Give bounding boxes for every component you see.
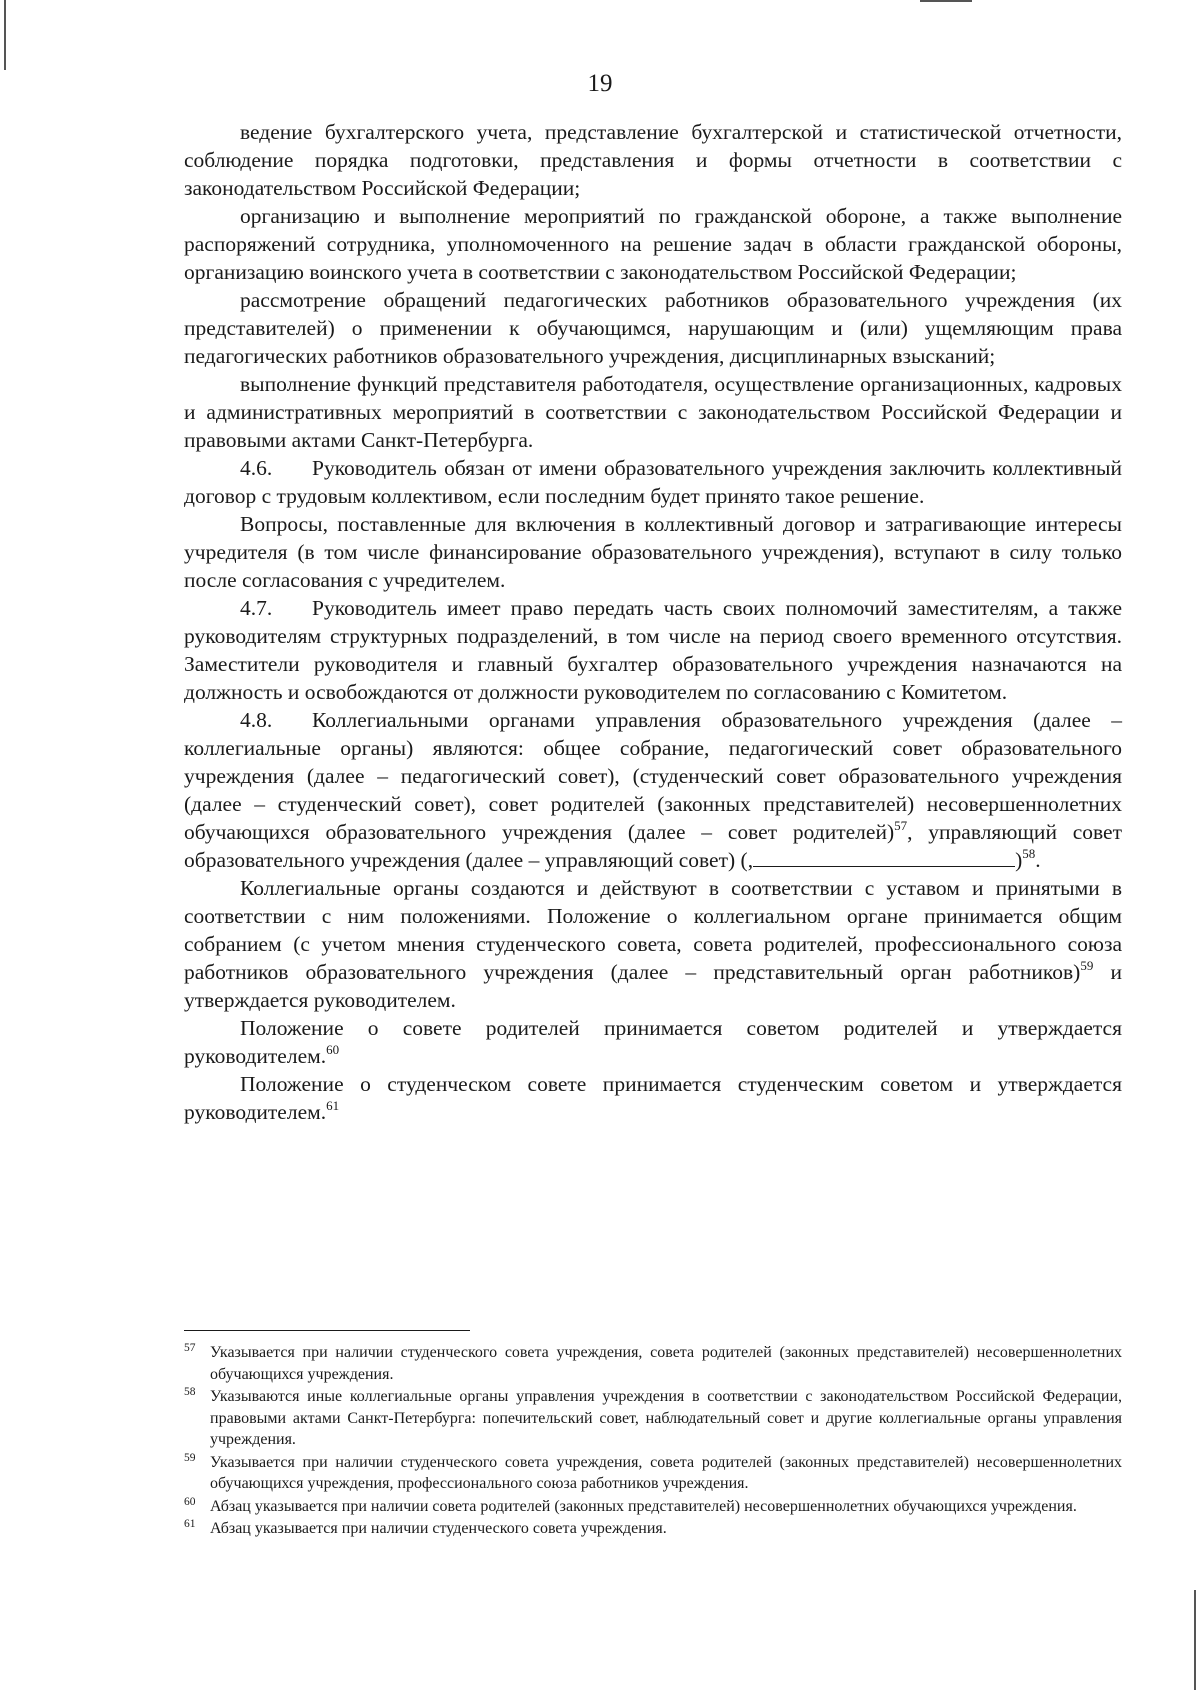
paragraph-employer-functions: выполнение функций представителя работодателя, осуществление организационных, кадровых и административных мероприятий в соответствии с законодательством Российской Федерации и правовыми актами Санкт-Петербурга. bbox=[184, 372, 1122, 452]
footnote-ref-60: 60 bbox=[326, 1042, 340, 1057]
clause-4-7 bbox=[184, 594, 1122, 706]
paragraph-student-council bbox=[184, 1070, 1122, 1126]
footnote-61 bbox=[184, 1518, 1122, 1540]
clause-text: Руководитель имеет право передать часть своих полномочий заместителям, а также руководителям структурных подразделений, в том числе на период своего временного отсутствия. Заместители руководителя и главный бухгалтер образовательного учреждения назначаются на должность и освобождаются от должности руководителем по согласованию с Комитетом. bbox=[184, 596, 1122, 704]
footnote-60 bbox=[184, 1496, 1122, 1518]
footnote-mark: 58 bbox=[184, 1386, 196, 1398]
clause-text-b: , управляющий совет образовательного учреждения (далее – управляющий совет) (, bbox=[184, 820, 1122, 872]
footnote-ref-58: 58 bbox=[1022, 846, 1036, 861]
footnote-text: Указываются иные коллегиальные органы управления учреждения в соответствии с законодательством Российской Федерации, правовыми актами Санкт-Петербурга: попечительский совет, наблюдательный совет и другие коллегиальные органы управления учреждения. bbox=[210, 1388, 1122, 1448]
clause-4-8 bbox=[184, 706, 1122, 874]
paragraph-text: Положение о студенческом совете принимается студенческим советом и утверждается руководителем. bbox=[184, 1072, 1122, 1124]
footnote-59 bbox=[184, 1452, 1122, 1495]
footnote-text: Указывается при наличии студенческого совета учреждения, совета родителей (законных представителей) несовершеннолетних обучающихся учреждения, профессионального союза работников учреждения. bbox=[210, 1453, 1122, 1492]
scan-edge-line-top bbox=[920, 0, 972, 2]
footnote-text: Абзац указывается при наличии совета родителей (законных представителей) несовершеннолетних обучающихся учреждения. bbox=[210, 1497, 1077, 1515]
footnote-text: Указывается при наличии студенческого совета учреждения, совета родителей (законных представителей) несовершеннолетних обучающихся учреждения. bbox=[210, 1344, 1122, 1383]
clause-number: 4.8. bbox=[240, 708, 273, 732]
footnote-separator bbox=[184, 1330, 470, 1331]
clause-text-d: . bbox=[1035, 848, 1041, 872]
main-text bbox=[184, 118, 1122, 1126]
clause-text: Руководитель обязан от имени образовательного учреждения заключить коллективный договор с трудовым коллективом, если последним будет принято такое решение. bbox=[184, 456, 1122, 508]
paragraph-parents-council bbox=[184, 1014, 1122, 1070]
footnote-mark: 61 bbox=[184, 1518, 196, 1530]
footnotes bbox=[184, 1342, 1122, 1541]
paragraph-text-a: Коллегиальные органы создаются и действуют в соответствии с уставом и принятыми в соответствии с ним положениями. Положение о коллегиальном органе принимается общим собранием (с учетом мнения студенческого совета, совета родителей, профессионального союза работников образовательного учреждения (далее – представительный орган работников) bbox=[184, 876, 1122, 984]
paragraph-civil-defense: организацию и выполнение мероприятий по гражданской обороне, а также выполнение распоряжений сотрудника, уполномоченного на решение задач в области гражданской обороны, организацию воинского учета в соответствии с законодательством Российской Федерации; bbox=[184, 204, 1122, 284]
scan-edge-line-left bbox=[4, 0, 6, 70]
paragraph-appeals: рассмотрение обращений педагогических работников образовательного учреждения (их представителей) о применении к обучающимся, нарушающим и (или) ущемляющим права педагогических работников образовательного учреждения, дисциплинарных взысканий; bbox=[184, 288, 1122, 368]
scan-edge-line-right bbox=[1194, 1590, 1196, 1690]
paragraph-text: Положение о совете родителей принимается советом родителей и утверждается руководителем. bbox=[184, 1016, 1122, 1068]
clause-number: 4.6. bbox=[240, 456, 273, 480]
footnote-ref-57: 57 bbox=[894, 818, 908, 833]
clause-text-a: Коллегиальными органами управления образовательного учреждения (далее – коллегиальные органы) являются: общее собрание, педагогический совет образовательного учреждения (далее – педагогический совет), (студенческий совет образовательного учреждения (далее – студенческий совет), совет родителей (законных представителей) несовершеннолетних обучающихся образовательного учреждения (далее – совет родителей) bbox=[184, 708, 1122, 844]
footnote-text: Абзац указывается при наличии студенческого совета учреждения. bbox=[210, 1520, 667, 1537]
paragraph-collegial-bodies bbox=[184, 874, 1122, 1014]
clause-number: 4.7. bbox=[240, 596, 273, 620]
footnote-mark: 59 bbox=[184, 1451, 196, 1464]
paragraph-collective-agreement: Вопросы, поставленные для включения в коллективный договор и затрагивающие интересы учредителя (в том числе финансирование образовательного учреждения), вступают в силу только после согласования с учредителем. bbox=[184, 512, 1122, 592]
clause-4-6 bbox=[184, 454, 1122, 510]
page-number: 19 bbox=[587, 70, 613, 97]
footnote-ref-59: 59 bbox=[1080, 958, 1094, 973]
paragraph-accounting: ведение бухгалтерского учета, представление бухгалтерской и статистической отчетности, соблюдение порядка подготовки, представления и формы отчетности в соответствии с законодательством Российской Федерации; bbox=[184, 120, 1122, 200]
paragraph-text-b: и утверждается руководителем. bbox=[184, 960, 1122, 1012]
footnote-mark: 60 bbox=[184, 1495, 196, 1508]
footnote-ref-61: 61 bbox=[326, 1098, 340, 1113]
footnote-58 bbox=[184, 1386, 1122, 1451]
footnote-57 bbox=[184, 1342, 1122, 1385]
clause-text-c: ) bbox=[1015, 848, 1023, 872]
footnote-mark: 57 bbox=[184, 1342, 196, 1354]
blank-fill-line bbox=[753, 848, 1015, 867]
